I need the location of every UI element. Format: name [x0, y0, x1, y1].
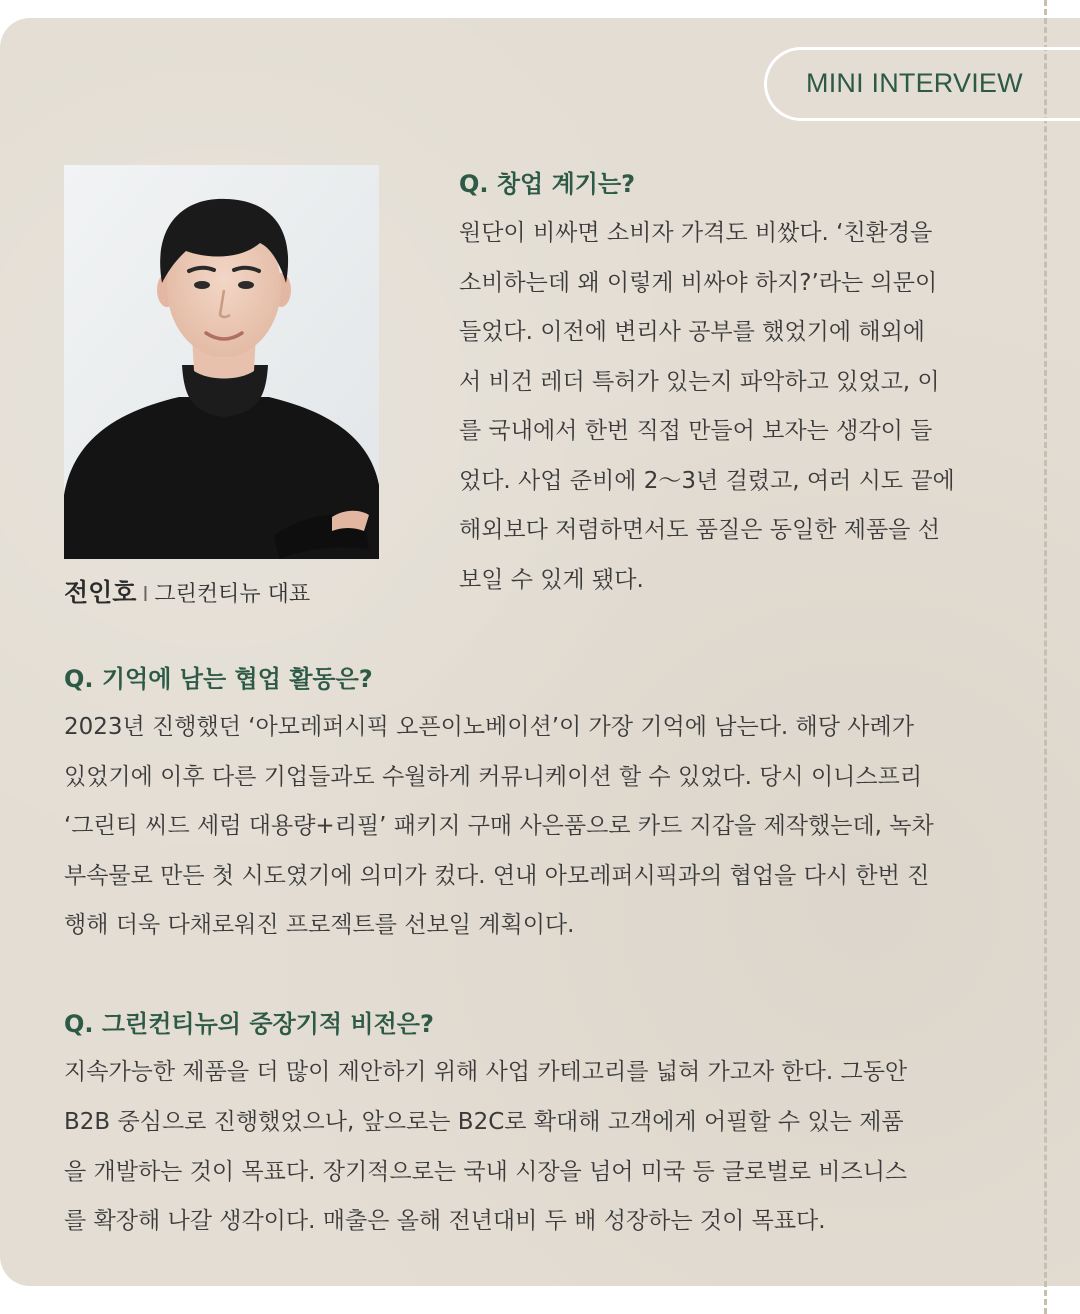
question-vision: Q. 그린컨티뉴의 중장기적 비전은? [64, 1010, 434, 1038]
answer-line: 을 개발하는 것이 목표다. 장기적으로는 국내 시장을 넘어 미국 등 글로벌로 비즈니스 [64, 1159, 908, 1185]
answer-line: 부속물로 만든 첫 시도였기에 의미가 컸다. 연내 아모레퍼시픽과의 협업을 다시 한번 진 [64, 863, 930, 889]
answer-line: 원단이 비싸면 소비자 가격도 비쌌다. ‘친환경을 [459, 220, 933, 246]
section-badge: MINI INTERVIEW [806, 68, 1023, 98]
answer-line: 를 확장해 나갈 생각이다. 매출은 올해 전년대비 두 배 성장하는 것이 목표다. [64, 1208, 826, 1234]
answer-line: 들었다. 이전에 변리사 공부를 했었기에 해외에 [459, 319, 926, 345]
portrait-photo [64, 165, 379, 559]
answer-line: 2023년 진행했던 ‘아모레퍼시픽 오픈이노베이션’이 가장 기억에 남는다. 해당 사례가 [64, 714, 914, 740]
answer-line: 있었기에 이후 다른 기업들과도 수월하게 커뮤니케이션 할 수 있었다. 당시 이니스프리 [64, 764, 923, 790]
dashed-divider [1044, 0, 1047, 1314]
answer-line: 해외보다 저렴하면서도 품질은 동일한 제품을 선 [459, 517, 940, 543]
person-caption [64, 573, 310, 609]
answer-line: 지속가능한 제품을 더 많이 제안하기 위해 사업 카테고리를 넓혀 가고자 한다. 그동안 [64, 1059, 908, 1085]
caption-separator: I [142, 582, 149, 606]
person-role: 그린컨티뉴 대표 [154, 582, 311, 607]
answer-line: 행해 더욱 다채로워진 프로젝트를 선보일 계획이다. [64, 912, 575, 938]
answer-line: 보일 수 있게 됐다. [459, 567, 644, 593]
answer-line: B2B 중심으로 진행했었으나, 앞으로는 B2C로 확대해 고객에게 어필할 수 있는 제품 [64, 1109, 904, 1135]
question-collaboration: Q. 기억에 남는 협업 활동은? [64, 665, 373, 693]
answer-line: 었다. 사업 준비에 2～3년 걸렸고, 여러 시도 끝에 [459, 468, 955, 494]
question-founding: Q. 창업 계기는? [459, 170, 636, 198]
portrait-illustration [64, 165, 379, 559]
answer-line: ‘그린티 씨드 세럼 대용량+리필’ 패키지 구매 사은품으로 카드 지갑을 제작했는데, 녹차 [64, 813, 934, 839]
person-name: 전인호 [64, 578, 137, 607]
answer-line: 를 국내에서 한번 직접 만들어 보자는 생각이 들 [459, 418, 933, 444]
answer-line: 소비하는데 왜 이렇게 비싸야 하지?’라는 의문이 [459, 270, 938, 296]
answer-line: 서 비건 레더 특허가 있는지 파악하고 있었고, 이 [459, 369, 940, 395]
